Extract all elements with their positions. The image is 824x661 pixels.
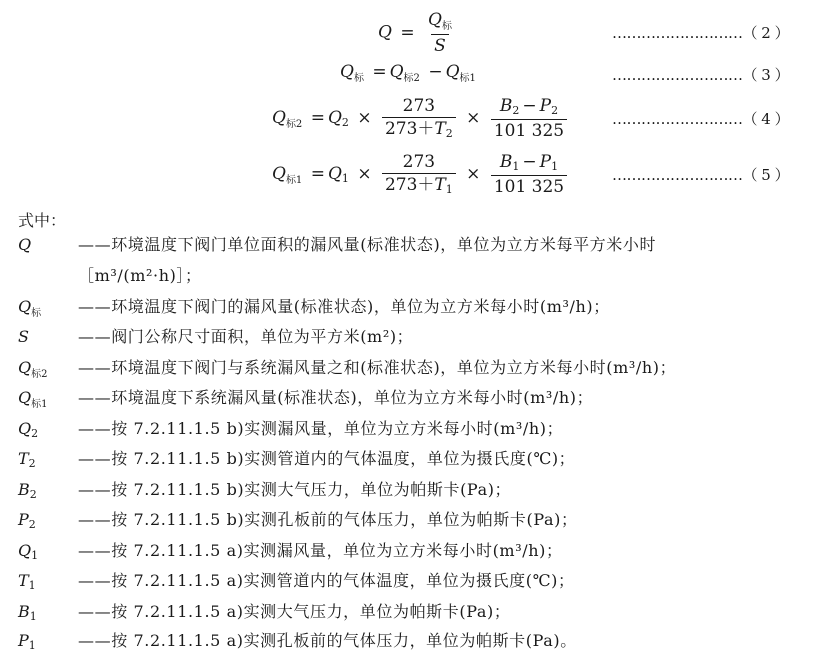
symbol: Q <box>18 297 32 316</box>
equation-2 <box>0 10 824 56</box>
definition-row <box>18 536 563 568</box>
subscript: 1 <box>445 183 453 196</box>
symbol: B <box>18 480 30 499</box>
symbol: P <box>18 631 29 650</box>
equation-3-leader <box>612 64 789 85</box>
definition-symbol <box>18 322 78 355</box>
symbol: P <box>18 510 29 529</box>
definition-text: ——环境温度下阀门的漏风量(标准状态)，单位为立方米每小时(m³/h)； <box>78 297 610 316</box>
symbol-q: Q <box>389 62 404 82</box>
definition-row <box>18 230 656 263</box>
definition-text: ——按 7.2.11.1.5 a)实测孔板前的气体压力，单位为帕斯卡(Pa)。 <box>78 631 577 650</box>
times-sign: × <box>466 108 481 128</box>
fraction <box>382 96 456 141</box>
symbol-t: T <box>434 175 446 195</box>
definition-row <box>18 444 575 476</box>
definition-text: ——环境温度下阀门单位面积的漏风量(标准状态)，单位为立方米每平方米小时 <box>78 235 657 254</box>
equation-4-leader <box>612 108 789 129</box>
definition-text: ——按 7.2.11.1.5 b)实测大气压力，单位为帕斯卡(Pa)； <box>78 480 512 499</box>
equation-3 <box>0 62 824 90</box>
definition-symbol <box>18 292 78 325</box>
leader-dots: ……………………… <box>612 166 743 184</box>
subscript: 标 <box>353 73 364 84</box>
symbol: Q <box>18 358 32 377</box>
definition-symbol <box>18 383 78 416</box>
times-sign: × <box>357 108 372 128</box>
denominator-constant: 273＋ <box>384 119 435 139</box>
times-sign: × <box>466 164 481 184</box>
symbol-s: S <box>434 36 446 56</box>
definition-symbol <box>18 230 78 263</box>
numerator: 273 <box>402 152 436 172</box>
where-label: 式中： <box>18 211 67 230</box>
fraction <box>491 96 567 141</box>
subscript: 1 <box>551 160 559 173</box>
numerator: 273 <box>402 96 436 116</box>
definition-symbol <box>18 626 78 658</box>
subscript: 标 <box>441 21 452 32</box>
symbol: Q <box>18 541 32 560</box>
subscript: 1 <box>29 610 37 623</box>
subscript: 标1 <box>285 175 303 186</box>
equation-3-formula <box>340 62 476 82</box>
equation-2-leader <box>612 22 789 43</box>
equation-4 <box>0 96 824 142</box>
times-sign: × <box>357 164 372 184</box>
subscript: 1 <box>512 160 520 173</box>
equation-number: （ 4 ） <box>742 110 790 128</box>
symbol-b: B <box>499 96 513 116</box>
definition-symbol <box>18 475 78 507</box>
subscript: 2 <box>341 116 349 129</box>
symbol-q: Q <box>445 62 460 82</box>
leader-dots: ……………………… <box>612 110 743 128</box>
symbol-q: Q <box>272 164 286 184</box>
subscript: 2 <box>28 518 36 531</box>
definition-symbol <box>18 597 78 629</box>
subscript: 标 <box>31 308 42 319</box>
symbol-b: B <box>499 152 513 172</box>
definition-symbol <box>18 536 78 568</box>
definition-row <box>18 383 593 416</box>
symbol: T <box>18 449 29 468</box>
leader-dots: ……………………… <box>612 66 743 84</box>
symbol-q: Q <box>378 22 392 43</box>
fraction <box>382 152 456 197</box>
definition-text: ——环境温度下系统漏风量(标准状态)，单位为立方米每小时(m³/h)； <box>78 388 594 407</box>
definition-continuation: ［m³/(m²·h)］； <box>78 266 202 285</box>
symbol: S <box>18 327 29 346</box>
symbol-q: Q <box>327 164 342 184</box>
equals-sign: = <box>400 22 415 43</box>
symbol: Q <box>18 419 32 438</box>
symbol: Q <box>18 235 32 254</box>
fraction <box>425 10 455 56</box>
subscript: 标2 <box>285 119 303 130</box>
definition-row <box>18 414 563 446</box>
subscript: 2 <box>31 427 39 440</box>
definition-symbol <box>18 444 78 476</box>
definition-row <box>18 292 610 325</box>
definition-row <box>18 566 575 598</box>
definition-symbol <box>18 353 78 386</box>
equation-number: （ 5 ） <box>742 166 790 184</box>
equation-number: （ 2 ） <box>742 24 790 42</box>
symbol-q: Q <box>327 108 342 128</box>
definition-row <box>18 505 578 537</box>
subscript: 标1 <box>31 399 48 410</box>
definition-text: ——按 7.2.11.1.5 b)实测漏风量，单位为立方米每小时(m³/h)； <box>78 419 564 438</box>
subscript: 2 <box>512 104 520 117</box>
definition-text: ——按 7.2.11.1.5 a)实测大气压力，单位为帕斯卡(Pa)； <box>78 602 511 621</box>
fraction <box>491 152 567 197</box>
symbol-p: P <box>539 152 552 172</box>
symbol-q: Q <box>428 10 442 30</box>
equation-number: （ 3 ） <box>742 66 790 84</box>
subscript: 1 <box>341 172 349 185</box>
subscript: 标2 <box>403 73 420 84</box>
definition-text: ——按 7.2.11.1.5 a)实测管道内的气体温度，单位为摄氏度(℃)； <box>78 571 575 590</box>
symbol-q: Q <box>272 108 286 128</box>
definition-row <box>18 353 676 386</box>
subscript: 2 <box>29 488 37 501</box>
leader-dots: ……………………… <box>612 24 743 42</box>
symbol-t: T <box>434 119 446 139</box>
equals-sign: = <box>372 62 387 82</box>
minus-sign: − <box>428 62 443 82</box>
equals-sign: = <box>310 108 325 128</box>
definition-symbol <box>18 414 78 446</box>
definition-row <box>18 597 510 629</box>
symbol: Q <box>18 388 32 407</box>
definition-row <box>18 626 577 658</box>
subscript: 2 <box>445 127 453 140</box>
subscript: 1 <box>28 639 36 652</box>
subscript: 标1 <box>459 73 476 84</box>
subscript: 2 <box>551 104 559 117</box>
definition-row <box>18 322 413 355</box>
subscript: 1 <box>31 549 39 562</box>
symbol: T <box>18 571 29 590</box>
symbol-q: Q <box>340 62 354 82</box>
denominator: 101 325 <box>491 119 567 141</box>
equals-sign: = <box>310 164 325 184</box>
minus-sign: − <box>522 96 537 116</box>
minus-sign: − <box>522 152 537 172</box>
equation-4-formula <box>272 96 569 141</box>
equation-5-formula <box>272 152 569 197</box>
definition-symbol <box>18 505 78 537</box>
definition-text: ——阀门公称尺寸面积，单位为平方米(m²)； <box>78 327 414 346</box>
definition-text: ——环境温度下阀门与系统漏风量之和(标准状态)，单位为立方米每小时(m³/h)； <box>78 358 677 377</box>
denominator-constant: 273＋ <box>384 175 435 195</box>
definition-text: ——按 7.2.11.1.5 a)实测漏风量，单位为立方米每小时(m³/h)； <box>78 541 563 560</box>
definition-symbol <box>18 566 78 598</box>
definition-text: ——按 7.2.11.1.5 b)实测孔板前的气体压力，单位为帕斯卡(Pa)； <box>78 510 578 529</box>
symbol: B <box>18 602 30 621</box>
subscript: 1 <box>28 579 36 592</box>
equation-5-leader <box>612 164 789 185</box>
equation-5 <box>0 152 824 198</box>
equation-2-formula <box>378 10 457 56</box>
definition-text: ——按 7.2.11.1.5 b)实测管道内的气体温度，单位为摄氏度(℃)； <box>78 449 576 468</box>
subscript: 2 <box>28 457 36 470</box>
symbol-p: P <box>539 96 552 116</box>
subscript: 标2 <box>31 369 48 380</box>
definition-row <box>18 475 511 507</box>
denominator: 101 325 <box>491 175 567 197</box>
